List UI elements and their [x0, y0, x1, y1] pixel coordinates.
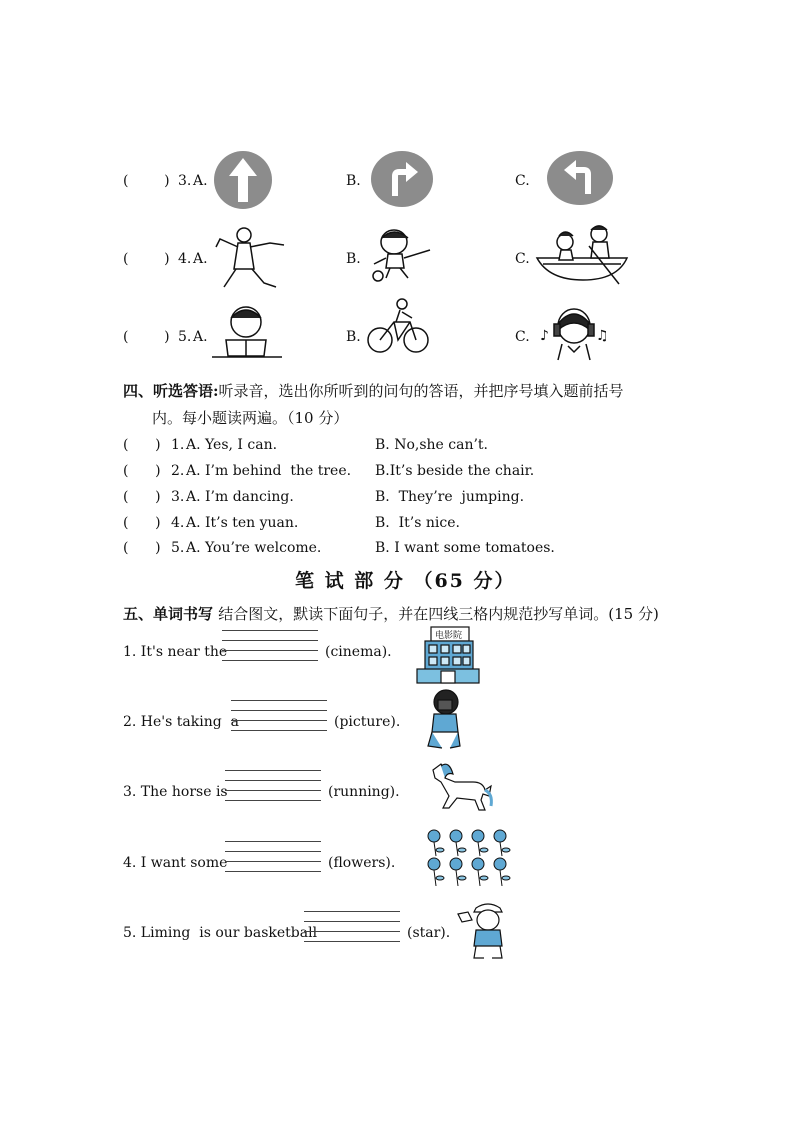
section-5-title: [123, 603, 659, 624]
question-number: 1.: [171, 437, 185, 453]
option-a: A. Yes, I can.: [186, 437, 278, 453]
option-b: B. It’s nice.: [375, 515, 460, 531]
boy-taking-picture-icon: [424, 688, 464, 750]
boating-kids-icon: [533, 222, 631, 288]
straight-arrow-icon: [213, 150, 273, 210]
answer-bracket[interactable]: ( ): [123, 173, 170, 189]
four-line-writing-area[interactable]: [225, 841, 321, 871]
option-label-b: B.: [346, 329, 361, 345]
option-label-c: C.: [515, 173, 530, 189]
section-instruction: 听录音，选出你所听到的问句的答语，并把序号填入题前括号: [218, 382, 624, 400]
cinema-sign-text: 电影院: [435, 631, 463, 641]
option-label-b: B.: [346, 173, 361, 189]
option-a: A. It’s ten yuan.: [186, 515, 299, 531]
option-b: B. They’re jumping.: [375, 489, 525, 505]
svg-text:♪: ♪: [540, 328, 549, 344]
question-number: 3.: [178, 173, 192, 189]
four-line-writing-area[interactable]: [222, 630, 318, 660]
option-label-c: C.: [515, 251, 530, 267]
section-4-title: [123, 380, 624, 401]
question-number: 5.: [178, 329, 192, 345]
girl-with-headphones-icon: [538, 304, 610, 362]
word-hint: (star).: [407, 925, 451, 941]
running-horse-icon: [427, 760, 493, 814]
answer-bracket[interactable]: ( ): [123, 437, 161, 453]
option-label-b: B.: [346, 251, 361, 267]
flowers-icon: [424, 828, 518, 888]
question-number: 2.: [171, 463, 185, 479]
written-part-title: 笔 试 部 分 （65 分）: [295, 570, 516, 592]
option-a: A. I’m dancing.: [186, 489, 294, 505]
section-4-instruction-line2: 内。每小题读两遍。（10 分）: [152, 409, 349, 427]
four-line-writing-area[interactable]: [231, 700, 327, 730]
section-title-text: 四、听选答语:: [123, 382, 219, 400]
section-title-text: 五、单词书写: [123, 605, 214, 623]
sentence-prefix: 4. I want some: [123, 855, 228, 871]
sentence-prefix: 1. It's near the: [123, 644, 228, 660]
sentence-prefix: 2. He's taking a: [123, 714, 239, 730]
answer-bracket[interactable]: ( ): [123, 540, 161, 556]
boy-riding-bike-icon: [366, 298, 430, 356]
option-label-a: A.: [193, 329, 208, 345]
option-label-a: A.: [193, 173, 208, 189]
option-label-a: A.: [193, 251, 208, 267]
answer-bracket[interactable]: ( ): [123, 329, 170, 345]
sentence-prefix: 5. Liming is our basketball: [123, 925, 318, 941]
basketball-star-boy-icon: [458, 900, 510, 960]
option-b: B.It’s beside the chair.: [375, 463, 535, 479]
answer-bracket[interactable]: ( ): [123, 489, 161, 505]
four-line-writing-area[interactable]: [304, 911, 400, 941]
turn-right-arrow-icon: [370, 150, 434, 208]
tai-chi-man-icon: [210, 225, 288, 291]
answer-bracket[interactable]: ( ): [123, 463, 161, 479]
question-number: 5.: [171, 540, 185, 556]
word-hint: (flowers).: [328, 855, 396, 871]
option-a: A. I’m behind the tree.: [186, 463, 352, 479]
cinema-building-icon: [417, 625, 479, 685]
boy-reading-book-icon: [212, 304, 282, 358]
word-hint: (picture).: [334, 714, 401, 730]
option-b: B. I want some tomatoes.: [375, 540, 555, 556]
question-number: 3.: [171, 489, 185, 505]
answer-bracket[interactable]: ( ): [123, 515, 161, 531]
option-a: A. You’re welcome.: [186, 540, 322, 556]
option-b: B. No,she can’t.: [375, 437, 488, 453]
answer-bracket[interactable]: ( ): [123, 251, 170, 267]
word-hint: (cinema).: [325, 644, 392, 660]
word-hint: (running).: [328, 784, 400, 800]
sentence-prefix: 3. The horse is: [123, 784, 228, 800]
turn-left-arrow-icon: [546, 150, 614, 206]
section-instruction: 结合图文，默读下面句子，并在四线三格内规范抄写单词。(15 分): [218, 605, 659, 623]
option-label-c: C.: [515, 329, 530, 345]
question-number: 4.: [178, 251, 192, 267]
boy-playing-football-icon: [368, 228, 434, 282]
question-number: 4.: [171, 515, 185, 531]
four-line-writing-area[interactable]: [225, 770, 321, 800]
svg-text:♫: ♫: [596, 328, 609, 344]
